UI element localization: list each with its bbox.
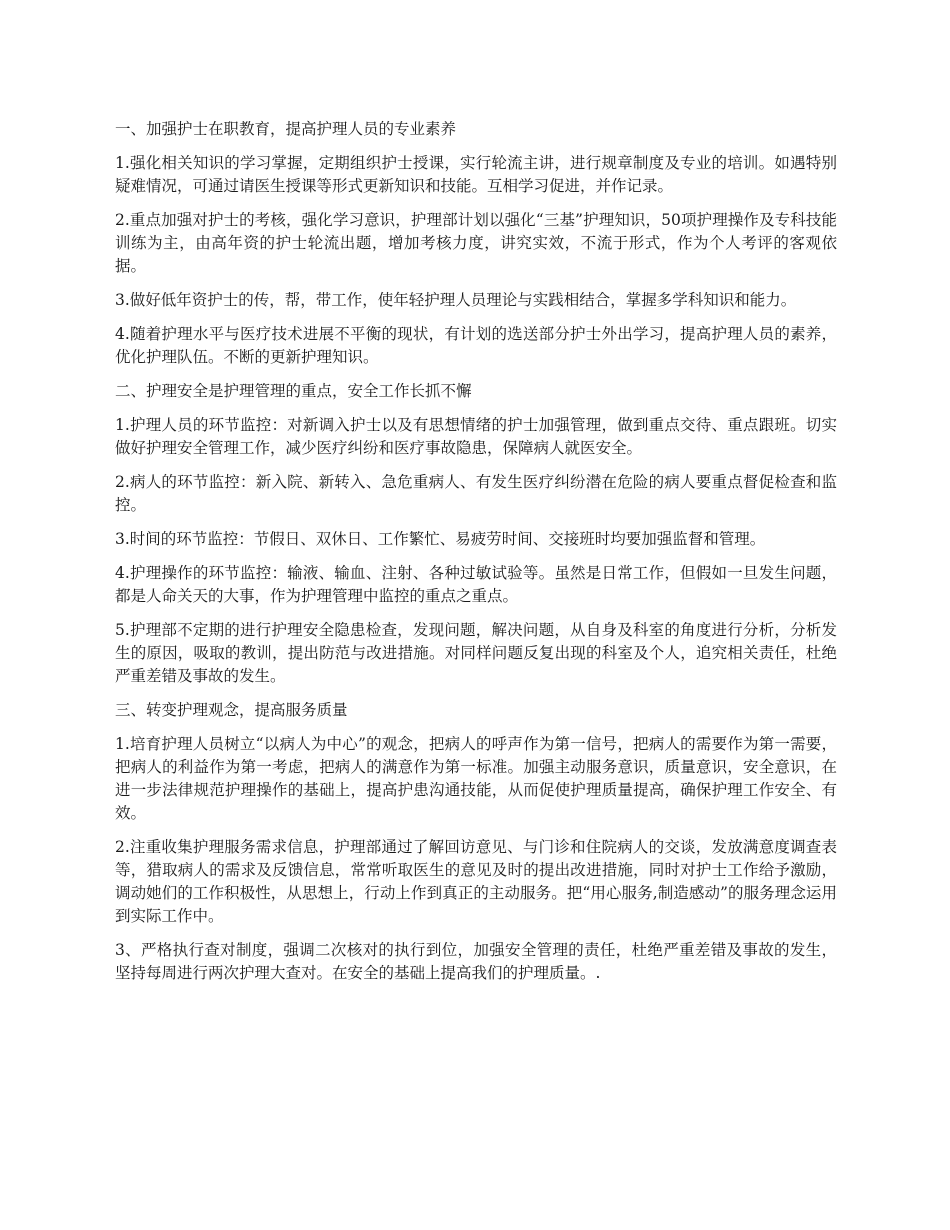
paragraph-2-1: 1.护理人员的环节监控：对新调入护士以及有思想情绪的护士加强管理，做到重点交待、重点跟班。切实做好护理安全管理工作，减少医疗纠纷和医疗事故隐患，保障病人就医安全。	[115, 416, 837, 457]
section-heading-2: 二、护理安全是护理管理的重点，安全工作长抓不懈	[115, 382, 472, 400]
paragraph-3-3: 3、严格执行查对制度，强调二次核对的执行到位，加强安全管理的责任，杜绝严重差错及事故的发生，坚持每周进行两次护理大查对。在安全的基础上提高我们的护理质量。.	[115, 941, 837, 982]
paragraph-2-2: 2.病人的环节监控：新入院、新转入、急危重病人、有发生医疗纠纷潜在危险的病人要重点督促检查和监控。	[115, 473, 837, 514]
paragraph-2-5: 5.护理部不定期的进行护理安全隐患检查，发现问题，解决问题，从自身及科室的角度进行分析，分析发生的原因，吸取的教训，提出防范与改进措施。对同样问题反复出现的科室及个人，追究相关责任，杜绝严重差错及事故的发生。	[115, 621, 837, 685]
section-heading-3: 三、转变护理观念，提高服务质量	[115, 701, 348, 719]
paragraph-1-1: 1.强化相关知识的学习掌握，定期组织护士授课，实行轮流主讲，进行规章制度及专业的培训。如遇特别疑难情况，可通过请医生授课等形式更新知识和技能。互相学习促进，并作记录。	[115, 154, 837, 195]
paragraph-1-4: 4.随着护理水平与医疗技术进展不平衡的现状，有计划的选送部分护士外出学习，提高护理人员的素养，优化护理队伍。不断的更新护理知识。	[115, 325, 837, 366]
document-page	[115, 118, 837, 996]
paragraph-1-2: 2.重点加强对护士的考核，强化学习意识，护理部计划以强化“三基”护理知识，50项护理操作及专科技能训练为主，由高年资的护士轮流出题，增加考核力度，讲究实效，不流于形式，作为个人考评的客观依据。	[115, 211, 837, 275]
paragraph-3-2: 2.注重收集护理服务需求信息，护理部通过了解回访意见、与门诊和住院病人的交谈，发放满意度调查表等，猎取病人的需求及反馈信息，常常听取医生的意见及时的提出改进措施，同时对护士工作给予激励，调动她们的工作积极性，从思想上，行动上作到真正的主动服务。把“用心服务,制造感动”的服务理念运用到实际工作中。	[115, 838, 837, 925]
paragraph-3-1: 1.培育护理人员树立“以病人为中心”的观念，把病人的呼声作为第一信号，把病人的需要作为第一需要，把病人的利益作为第一考虑，把病人的满意作为第一标准。加强主动服务意识，质量意识，安全意识，在进一步法律规范护理操作的基础上，提高护患沟通技能，从而促使护理质量提高，确保护理工作安全、有效。	[115, 735, 837, 822]
paragraph-2-4: 4.护理操作的环节监控：输液、输血、注射、各种过敏试验等。虽然是日常工作，但假如一旦发生问题，都是人命关天的大事，作为护理管理中监控的重点之重点。	[115, 564, 837, 605]
paragraph-2-3: 3.时间的环节监控：节假日、双休日、工作繁忙、易疲劳时间、交接班时均要加强监督和管理。	[115, 530, 766, 548]
section-heading-1: 一、加强护士在职教育，提高护理人员的专业素养	[115, 120, 457, 138]
paragraph-1-3: 3.做好低年资护士的传，帮，带工作，使年轻护理人员理论与实践相结合，掌握多学科知识和能力。	[115, 291, 797, 309]
